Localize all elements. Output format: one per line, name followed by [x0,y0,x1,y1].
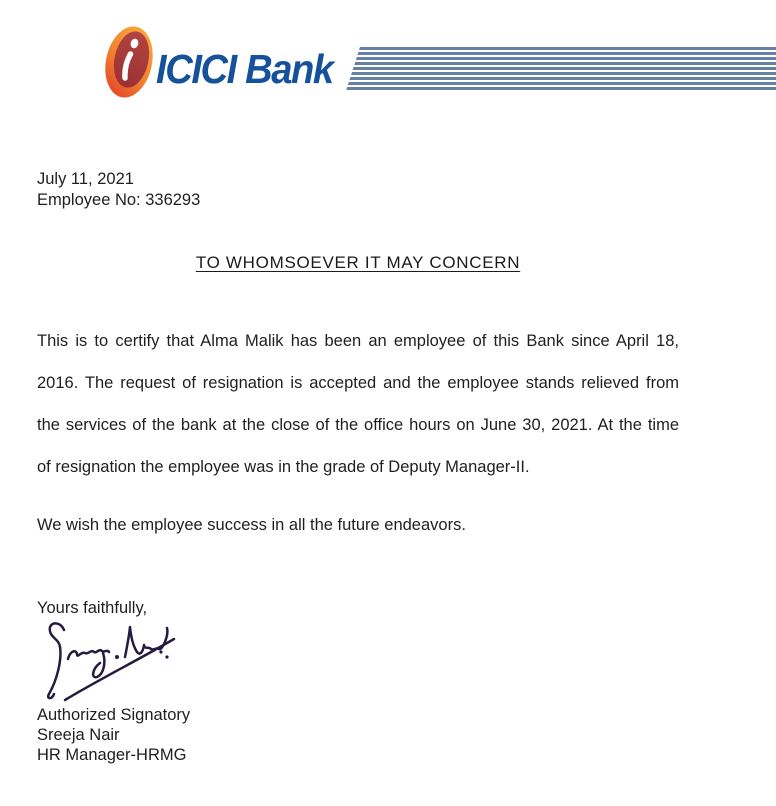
signatory-name-line: Sreeja Nair [37,726,120,744]
body-line: of resignation the employee was in the grade of Deputy Manager-II. [37,458,530,476]
letter-body [37,320,679,488]
body-line: This is to certify that Alma Malik has been an employee of this Bank since April 18, [37,332,679,350]
icici-wordmark: ICICI Bank [156,46,333,92]
icici-flame-icon [104,24,156,100]
valediction: Yours faithfully, [37,599,148,617]
letterhead-stripes-decoration [346,47,776,91]
employee-number-line: Employee No: 336293 [37,191,201,209]
letter-heading: TO WHOMSOEVER IT MAY CONCERN [195,253,521,272]
signatory-title-line: HR Manager-HRMG [37,746,187,764]
body-line: the services of the bank at the close of the office hours on June 30, 2021. At the time [37,416,679,434]
body-line: 2016. The request of resignation is accepted and the employee stands relieved from [37,374,679,392]
signatory-block [37,705,190,765]
authorized-signatory-line: Authorized Signatory [37,706,191,724]
letter-date: July 11, 2021 [37,170,134,188]
closing-line: We wish the employee success in all the future endeavors. [37,516,466,534]
handwritten-signature [40,612,200,707]
date-block [37,169,200,211]
